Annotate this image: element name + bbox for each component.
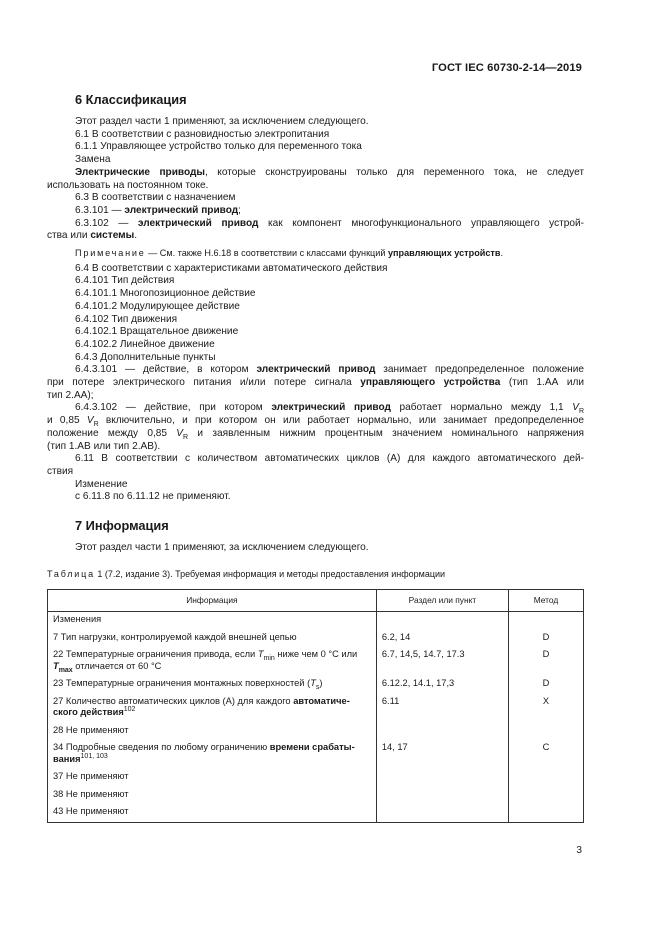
table-row: 38 Не применяют (48, 787, 584, 805)
page-number: 3 (576, 845, 582, 856)
clause-6-4-3-102-line2: и 0,85 $V_R$ включительно, и при котором он или работает нормально, или занимает предопределенное (47, 415, 584, 429)
section-7-heading: 7 Информация (75, 518, 169, 534)
table-row: 23 Температурные ограничения монтажных поверхностей $(T_s)$ 6.12.2, 14.1, 17,3 D (48, 676, 584, 694)
clause-6-4-101-1: 6.4.101.1 Многопозиционное действие (75, 288, 256, 300)
clause-6-11-line1: 6.11 В соответствии с количеством автоматических циклов (А) для каждого автоматического дей- (75, 453, 584, 465)
header-info: Информация (48, 589, 377, 612)
clause-6-4-102-1: 6.4.102.1 Вращательное движение (75, 326, 239, 338)
clause-6-4-3-101-line2: при потере электрического питания и/или потере сигнала управляющего устройства (тип 1.АА или (47, 377, 584, 389)
clause-6-3-102-line2: ства или системы. (47, 230, 138, 242)
header-method: Метод (509, 589, 584, 612)
clause-6-4-102-2: 6.4.102.2 Линейное движение (75, 338, 215, 350)
clause-6-4-3-102-line3: положение между 0,85 $V_R$ и заявленным нижним процентным значением номинального напряжения (47, 427, 584, 441)
clause-6-4-101: 6.4.101 Тип действия (75, 275, 175, 287)
note-label: Примечание (75, 248, 146, 259)
document-id: ГОСТ IEC 60730-2-14—2019 (431, 62, 582, 74)
clause-6-4-3: 6.4.3 Дополнительные пункты (75, 351, 216, 363)
clause-6-1: 6.1 В соответствии с разновидностью электропитания (75, 128, 330, 140)
clause-6-1-1: 6.1.1 Управляющее устройство только для переменного тока (75, 141, 362, 153)
clause-6-4: 6.4 В соответствии с характеристиками автоматического действия (75, 262, 388, 274)
table-row: 28 Не применяют (48, 723, 584, 741)
table-row: 7 Тип нагрузки, контролируемой каждой внешней цепью 6.2, 14 D (48, 630, 584, 648)
clause-6-3-102-line1: 6.3.102 — электрический привод как компонент многофункционального управляющего устрой- (75, 217, 584, 229)
clause-6-4-3-102-line1: 6.4.3.102 — действие, при котором электрический привод работает нормально между 1,1 $V_R$ (75, 402, 584, 416)
group-row-label: Изменения (48, 612, 377, 630)
term-electric-drives: Электрические приводы (75, 166, 206, 178)
table-row: 34 Подробные сведения по любому ограничению времени срабаты- вания$^{101, 103}$ 14, 17 С (48, 740, 584, 769)
information-table (47, 589, 584, 823)
clause-6-4-3-101-line3: тип 2.АА); (47, 389, 94, 401)
clause-6-3: 6.3 В соответствии с назначением (75, 192, 236, 204)
clause-6-4-3-102-line4: (тип 1.АВ или тип 2.АВ). (47, 440, 161, 452)
clause-6-3-101: 6.3.101 — электрический привод; (75, 204, 241, 216)
table-header-row (48, 589, 584, 612)
table-row (48, 612, 584, 630)
section-7-intro: Этот раздел части 1 применяют, за исключением следующего. (75, 542, 369, 554)
change-label: Изменение (75, 478, 128, 490)
section-6-heading: 6 Классификация (75, 92, 187, 107)
clause-6-11-line2: ствия (47, 465, 74, 477)
page-content (47, 92, 584, 823)
clause-6-4-102: 6.4.102 Тип движения (75, 313, 178, 325)
section-6-intro: Этот раздел части 1 применяют, за исключением следующего. (75, 116, 369, 127)
clause-6-4-3-101-line1: 6.4.3.101 — действие, в котором электрический привод занимает предопределенное положение (75, 364, 585, 376)
table-row: 37 Не применяют (48, 769, 584, 787)
table-caption: Таблица 1 (7.2, издание 3). Требуемая информация и методы предоставления информации (47, 568, 446, 579)
clause-6-11-change: с 6.11.8 по 6.11.12 не применяют. (75, 491, 231, 503)
table-row: 27 Количество автоматических циклов (А) для каждого автоматиче- ского действия$^{102}$ 6.11 X (48, 694, 584, 723)
replace-label: Замена (75, 154, 111, 166)
drives-paragraph-line1: Электрические приводы, которые сконструированы только для переменного тока, не следует (75, 166, 585, 178)
table-row: 22 Температурные ограничения привода, если $T_{min}$ ниже чем 0 °С или $T_{max}$ отличается от 60 °С 6.7, 14,5, 14.7, 17.3 D (48, 647, 584, 676)
note: Примечание — См. также Н.6.18 в соответствии с классами функций управляющих устройств. (75, 248, 503, 259)
drives-paragraph-line2: использовать на постоянном токе. (47, 179, 209, 191)
table-row: 43 Не применяют (48, 804, 584, 822)
header-section: Раздел или пункт (376, 589, 508, 612)
clause-6-4-101-2: 6.4.101.2 Модулирующее действие (75, 300, 240, 312)
